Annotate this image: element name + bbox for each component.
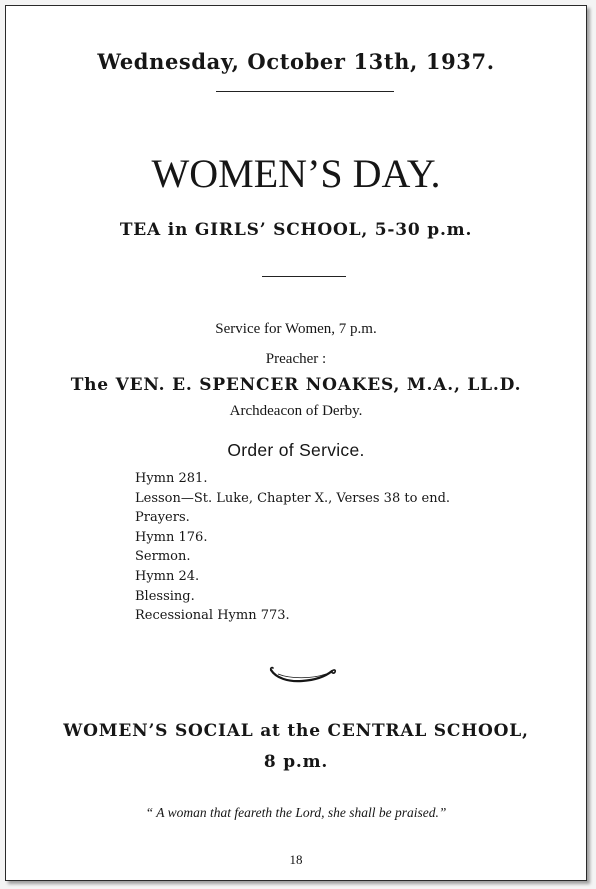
list-item: Hymn 24. <box>135 568 200 584</box>
swash-ornament-icon <box>268 664 338 686</box>
preacher-name: The VEN. E. SPENCER NOAKES, M.A., LL.D. <box>70 375 522 395</box>
list-item: Recessional Hymn 773. <box>135 608 290 624</box>
page-number: 18 <box>289 852 303 867</box>
list-item: Prayers. <box>135 510 190 526</box>
social-event: WOMEN’S SOCIAL at the CENTRAL SCHOOL, <box>63 721 529 741</box>
social-time: 8 p.m. <box>263 752 329 772</box>
divider-middle <box>262 276 346 277</box>
service-time: Service for Women, 7 p.m. <box>215 321 377 337</box>
preacher-label: Preacher : <box>265 351 327 367</box>
order-heading: Order of Service. <box>227 440 365 460</box>
scripture-quote: “ A woman that feareth the Lord, she shall be praised.” <box>145 805 447 820</box>
divider-top <box>216 91 394 92</box>
program-page <box>5 5 587 881</box>
preacher-title: Archdeacon of Derby. <box>229 403 363 419</box>
event-date: Wednesday, October 13th, 1937. <box>97 49 495 74</box>
list-item: Sermon. <box>135 549 191 565</box>
tea-notice: TEA in GIRLS’ SCHOOL, 5-30 p.m. <box>119 220 473 240</box>
page-title: WOMEN’S DAY. <box>151 151 441 196</box>
list-item: Hymn 281. <box>135 471 208 486</box>
list-item: Lesson—St. Luke, Chapter X., Verses 38 to end. <box>135 490 451 506</box>
list-item: Blessing. <box>135 588 195 604</box>
list-item: Hymn 176. <box>135 529 208 545</box>
order-of-service-list <box>135 469 450 626</box>
